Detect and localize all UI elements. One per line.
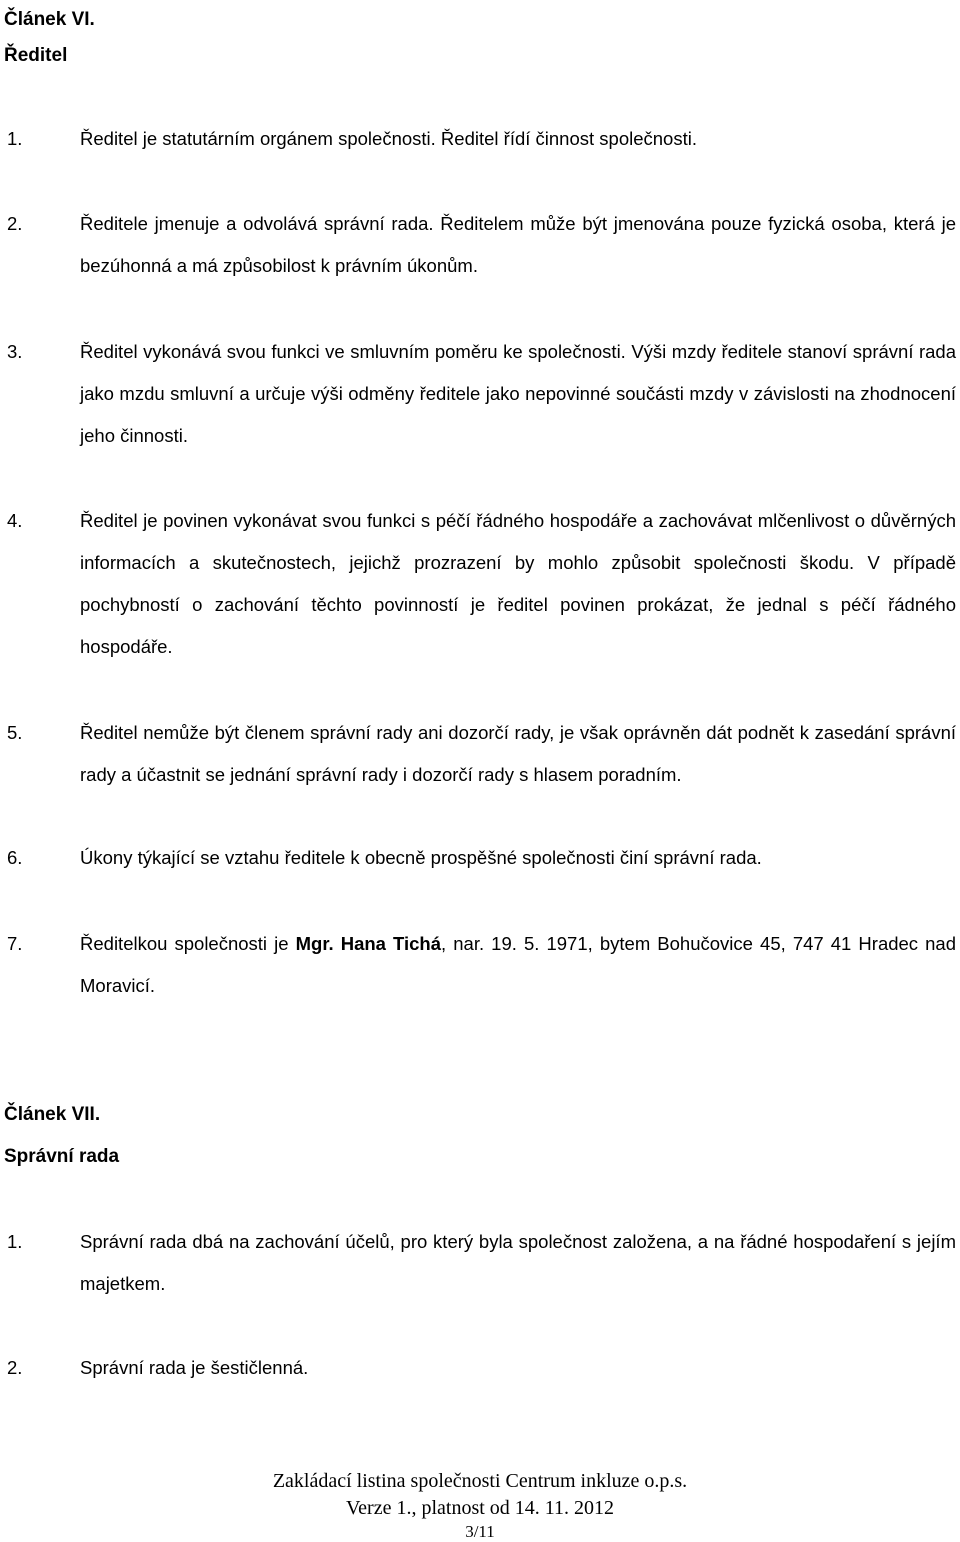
item-number: 2.: [7, 213, 23, 234]
article-7-subtitle: Správní rada: [4, 1146, 120, 1167]
item-text: Ředitele jmenuje a odvolává správní rada. Ředitelem může být jmenována pouze fyzická osoba, která je bezúhonná a má způsobilost k právním úkonům.: [80, 213, 956, 276]
item-text: Správní rada dbá na zachování účelů, pro který byla společnost založena, a na řádné hospodaření s jejím majetkem.: [80, 1231, 956, 1294]
footer-version: Verze 1., platnost od 14. 11. 2012: [345, 1497, 615, 1519]
text-after-name: , nar. 19. 5. 1971, bytem Bohučovice 45, 747 41 Hradec nad Moravicí.: [80, 933, 956, 996]
footer-document-name: Zakládací listina společnosti Centrum inkluze o.p.s.: [272, 1470, 688, 1492]
article-6-subtitle: Ředitel: [4, 45, 68, 66]
item-number: 2.: [7, 1357, 23, 1378]
item-text: Ředitel je povinen vykonávat svou funkci s péčí řádného hospodáře a zachovávat mlčenlivost o důvěrných informacích a skutečnostech, jejichž prozrazení by mohlo způsobit společnosti škodu. V případě pochybností o zachování těchto povinností je ředitel povinen prokázat, že jednal s péčí řádného hospodáře.: [80, 510, 956, 657]
article-6-title: Článek VI.: [4, 9, 95, 30]
item-number: 6.: [7, 847, 23, 868]
item-text: Úkony týkající se vztahu ředitele k obecně prospěšné společnosti činí správní rada.: [80, 847, 762, 868]
item-number: 3.: [7, 341, 23, 362]
item-text: Ředitel vykonává svou funkci ve smluvním poměru ke společnosti. Výši mzdy ředitele stanoví správní rada jako mzdu smluvní a určuje výši odměny ředitele jako nepovinné součásti mzdy v závislosti na zhodnocení jeho činnosti.: [80, 341, 956, 446]
text-before-name: Ředitelkou společnosti je: [80, 933, 296, 954]
item-number: 7.: [7, 933, 23, 954]
item-number: 4.: [7, 510, 23, 531]
item-text: Ředitel je statutárním orgánem společnosti. Ředitel řídí činnost společnosti.: [80, 128, 697, 149]
name-space: [334, 933, 341, 954]
item-text: [80, 923, 956, 1007]
item-number: 1.: [7, 1231, 23, 1252]
item-text: Správní rada je šestičlenná.: [80, 1357, 309, 1378]
item-text: Ředitel nemůže být členem správní rady ani dozorčí rady, je však oprávněn dát podnět k zasedání správní rady a účastnit se jednání správní rady i dozorčí rady s hlasem poradním.: [80, 722, 956, 785]
director-name: Hana Tichá: [340, 933, 442, 954]
article-7-title: Článek VII.: [4, 1104, 101, 1125]
item-number: 1.: [7, 128, 23, 149]
director-title: Mgr.: [295, 933, 334, 954]
item-number: 5.: [7, 722, 23, 743]
footer-page-number: 3/11: [465, 1522, 495, 1541]
